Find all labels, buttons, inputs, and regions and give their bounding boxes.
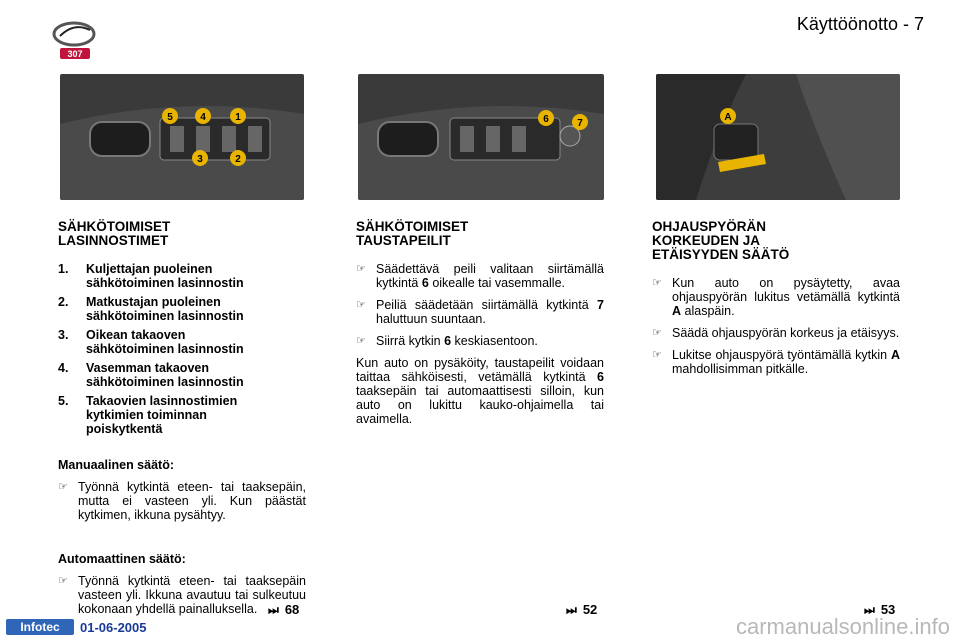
auto-adjust-title: Automaattinen säätö: xyxy=(58,552,186,566)
list-item: 5. Takaovien lasinnostimien kytkimien toiminnan poiskytkentä xyxy=(58,394,238,436)
steering-bullet-3: ☞ Lukitse ohjauspyörä työntämällä kytkin A mahdollisimman pitkälle. xyxy=(652,348,900,376)
logo-text: 307 xyxy=(67,49,83,59)
label-a: A xyxy=(724,112,732,123)
page-ref-52[interactable]: ⏭ 52 xyxy=(566,602,598,617)
mirror-switch-photo xyxy=(358,74,604,200)
switch-list xyxy=(58,262,306,436)
label-3: 3 xyxy=(197,154,203,165)
list-item: 1. Kuljettajan puoleinen sähkötoiminen lasinnostin xyxy=(58,262,244,290)
auto-adjust-bullet: ☞ Työnnä kytkintä eteen- tai taaksepäin vasteen yli. Ikkuna avautuu tai sulkeutuu kokonaan yhdellä painalluksella. xyxy=(58,574,306,616)
manual-adjust-title: Manuaalinen säätö: xyxy=(58,458,174,472)
pointing-hand-icon: ☞ xyxy=(652,349,662,361)
infotec-logo: Infotec xyxy=(6,619,74,635)
steering-lever-photo xyxy=(656,74,900,200)
mirror-bullet-1: ☞ Säädettävä peili valitaan siirtämällä kytkintä 6 oikealle tai vasemmalle. xyxy=(356,262,604,290)
label-1: 1 xyxy=(235,112,241,123)
pointing-hand-icon: ☞ xyxy=(58,575,68,587)
section-heading-steering: OHJAUSPYÖRÄN KORKEUDEN JA ETÄISYYDEN SÄÄTÖ xyxy=(652,219,790,262)
footer-date: 01-06-2005 xyxy=(80,620,147,635)
page-ref-53[interactable]: ⏭ 53 xyxy=(864,602,896,617)
manual-adjust-bullet: ☞ Työnnä kytkintä eteen- tai taaksepäin, mutta ei vasteen yli. Kun päästät kytkimen, ikkuna pysähtyy. xyxy=(58,480,306,522)
label-7: 7 xyxy=(577,118,583,129)
mirror-bullet-2: ☞ Peiliä säädetään siirtämällä kytkintä 7 haluttuun suuntaan. xyxy=(356,298,604,326)
list-item: 3. Oikean takaoven sähkötoiminen lasinnostin xyxy=(58,328,244,356)
skip-forward-icon: ⏭ xyxy=(566,603,577,617)
pointing-hand-icon: ☞ xyxy=(356,299,366,311)
label-2: 2 xyxy=(235,154,241,165)
window-switch-photo xyxy=(60,74,304,200)
pointing-hand-icon: ☞ xyxy=(652,277,662,289)
skip-forward-icon: ⏭ xyxy=(268,603,279,617)
label-4: 4 xyxy=(200,112,206,123)
list-item: 4. Vasemman takaoven sähkötoiminen lasinnostin xyxy=(58,361,244,389)
steering-bullet-1: ☞ Kun auto on pysäytetty, avaa ohjauspyörän lukitus vetämällä kytkintä A alaspäin. xyxy=(652,276,900,318)
pointing-hand-icon: ☞ xyxy=(652,327,662,339)
label-5: 5 xyxy=(167,112,173,123)
list-item: 2. Matkustajan puoleinen sähkötoiminen lasinnostin xyxy=(58,295,244,323)
skip-forward-icon: ⏭ xyxy=(864,603,875,617)
window-lifters-section xyxy=(58,220,306,624)
peugeot-307-logo xyxy=(50,18,98,62)
mirrors-section xyxy=(356,220,604,426)
watermark: carmanualsonline.info xyxy=(735,614,950,639)
steering-wheel-section xyxy=(652,220,900,384)
steering-bullet-2: ☞ Säädä ohjauspyörän korkeus ja etäisyys. xyxy=(652,326,900,340)
pointing-hand-icon: ☞ xyxy=(58,481,68,493)
section-heading-window-lifters: SÄHKÖTOIMISET LASINNOSTIMET xyxy=(58,219,171,248)
page-ref-68[interactable]: ⏭ 68 xyxy=(268,602,300,617)
page-title: Käyttöönotto - 7 xyxy=(796,14,924,34)
label-6: 6 xyxy=(543,114,549,125)
pointing-hand-icon: ☞ xyxy=(356,335,366,347)
section-heading-mirrors: SÄHKÖTOIMISET TAUSTAPEILIT xyxy=(356,219,469,248)
mirror-bullet-3: ☞ Siirrä kytkin 6 keskiasentoon. xyxy=(356,334,538,348)
pointing-hand-icon: ☞ xyxy=(356,263,366,275)
mirror-folding-paragraph: Kun auto on pysäköity, taustapeilit voidaan taittaa sähköisesti, vetämällä kytkintä 6 taaksepäin tai automaattisesti silloin, kun auto on lukittu kauko-ohjaimella tai avaimella. xyxy=(356,356,604,426)
